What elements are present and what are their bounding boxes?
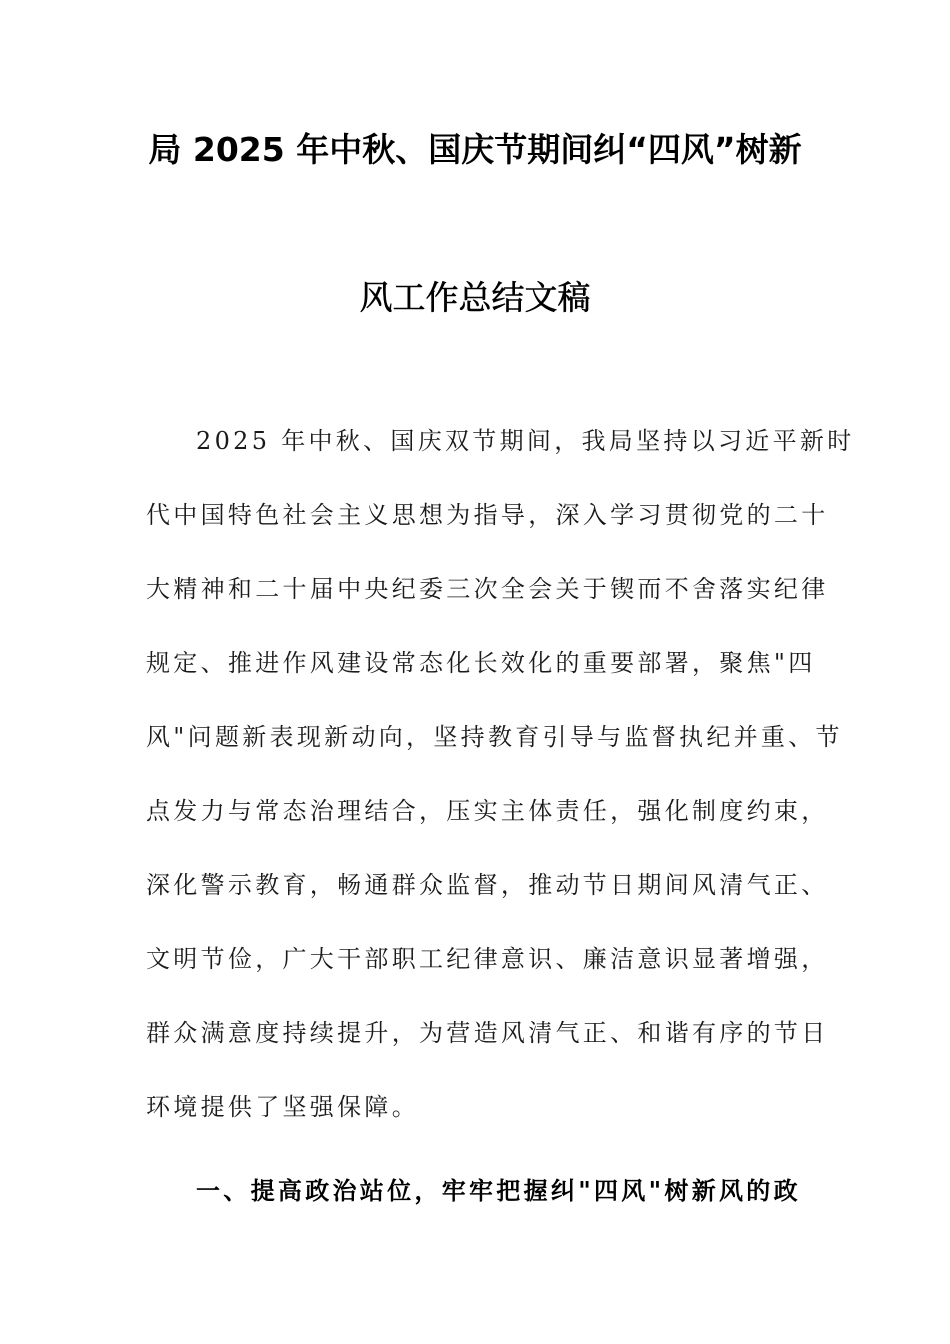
intro-paragraph-line: 环境提供了坚强保障。 bbox=[146, 1093, 419, 1121]
section-heading-1: 一、提高政治站位，牢牢把握纠"四风"树新风的政 bbox=[196, 1176, 801, 1205]
intro-paragraph-line: 文明节俭，广大干部职工纪律意识、廉洁意识显著增强， bbox=[146, 945, 829, 973]
document-title-line-2: 风工作总结文稿 bbox=[359, 278, 591, 317]
intro-paragraph-line: 群众满意度持续提升，为营造风清气正、和谐有序的节日 bbox=[146, 1019, 829, 1047]
intro-paragraph-line: 风"问题新表现新动向，坚持教育引导与监督执纪并重、节 bbox=[146, 723, 843, 751]
intro-paragraph-line: 深化警示教育，畅通群众监督，推动节日期间风清气正、 bbox=[146, 871, 829, 899]
intro-paragraph-line: 点发力与常态治理结合，压实主体责任，强化制度约束， bbox=[146, 797, 829, 825]
intro-paragraph-line: 规定、推进作风建设常态化长效化的重要部署，聚焦"四 bbox=[146, 649, 816, 677]
intro-paragraph-line: 大精神和二十届中央纪委三次全会关于锲而不舍落实纪律 bbox=[146, 575, 829, 603]
intro-paragraph-line: 代中国特色社会主义思想为指导，深入学习贯彻党的二十 bbox=[146, 501, 829, 529]
document-title-line-1: 局 2025 年中秋、国庆节期间纠“四风”树新 bbox=[148, 130, 802, 169]
intro-paragraph-line: 2025 年中秋、国庆双节期间，我局坚持以习近平新时 bbox=[196, 427, 855, 455]
